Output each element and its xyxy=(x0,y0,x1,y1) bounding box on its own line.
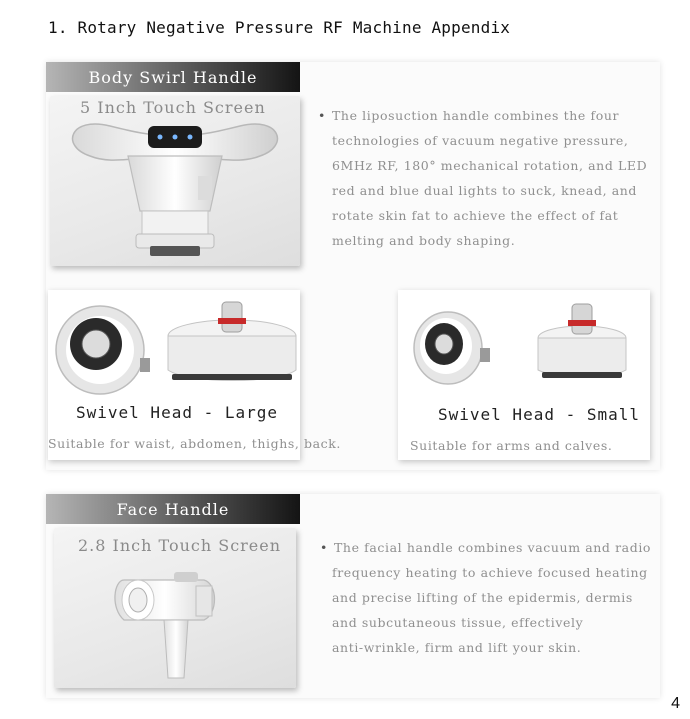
bullet-icon: • xyxy=(320,540,328,555)
face-description-line: and precise lifting of the epidermis, dermis xyxy=(332,590,633,605)
body-section-tab: Body Swirl Handle xyxy=(46,62,300,92)
face-photo-caption: 2.8 Inch Touch Screen xyxy=(78,536,282,555)
swivel-head-large-note: Suitable for waist, abdomen, thighs, back. xyxy=(48,436,342,451)
bullet-icon: • xyxy=(318,108,326,123)
face-description-line: • The facial handle combines vacuum and radio xyxy=(320,540,652,555)
swivel-head-small-card xyxy=(398,290,650,460)
face-description xyxy=(320,535,651,660)
face-description-line: and subcutaneous tissue, effectively xyxy=(332,615,584,630)
face-section-tab: Face Handle xyxy=(46,494,300,524)
body-photo-caption: 5 Inch Touch Screen xyxy=(80,98,266,117)
body-description-line: rotate skin fat to achieve the effect of fat xyxy=(332,208,619,223)
face-description-line: frequency heating to achieve focused heating xyxy=(332,565,648,580)
body-swirl-handle-image xyxy=(50,96,300,266)
swivel-head-small-note: Suitable for arms and calves. xyxy=(410,438,613,453)
swivel-head-small-title: Swivel Head - Small xyxy=(438,405,641,424)
body-description-line: melting and body shaping. xyxy=(332,233,516,248)
body-description-line: • The liposuction handle combines the four xyxy=(318,108,620,123)
swivel-head-large-image xyxy=(48,292,300,402)
body-handle-photo xyxy=(50,96,300,266)
swivel-head-large-title: Swivel Head - Large xyxy=(76,403,279,422)
body-description-line: 6MHz RF, 180° mechanical rotation, and LED xyxy=(332,158,648,173)
face-description-line: anti-wrinkle, firm and lift your skin. xyxy=(332,640,582,655)
swivel-head-large-card xyxy=(48,290,300,460)
page-heading: 1. Rotary Negative Pressure RF Machine Appendix xyxy=(48,18,511,37)
swivel-head-small-image xyxy=(398,292,650,402)
page-number: 4 xyxy=(671,695,680,712)
body-description-line: red and blue dual lights to suck, knead, and xyxy=(332,183,638,198)
body-description-line: technologies of vacuum negative pressure, xyxy=(332,133,629,148)
body-description xyxy=(318,103,647,253)
